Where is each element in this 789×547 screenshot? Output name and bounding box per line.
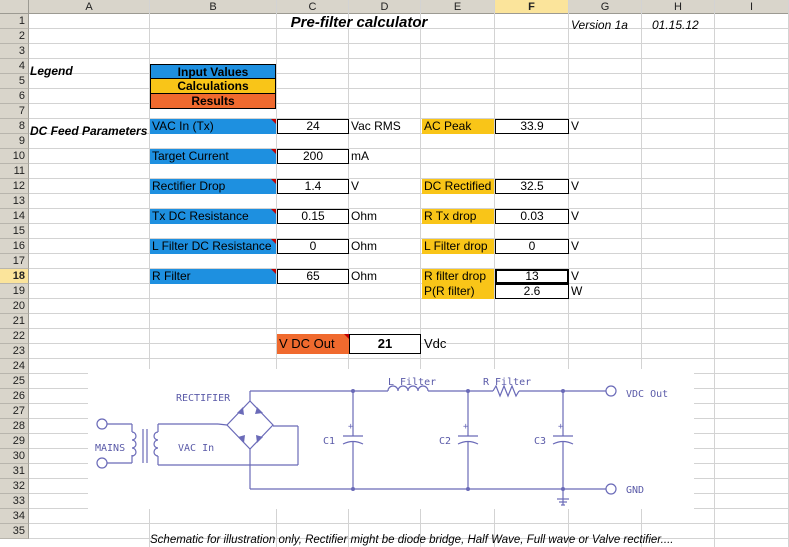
row-header-11[interactable]: 11	[0, 164, 29, 179]
row-header-17[interactable]: 17	[0, 254, 29, 269]
footnote[interactable]: Schematic for illustration only, Rectifier might be diode bridge, Half Wave, Full wave or Valve rectifier....	[150, 534, 674, 546]
column-header-i[interactable]: I	[715, 0, 789, 14]
gridline	[29, 358, 789, 359]
dc-feed-section-label[interactable]: DC Feed Parameters	[30, 124, 148, 138]
row-header-31[interactable]: 31	[0, 464, 29, 479]
row-header-10[interactable]: 10	[0, 149, 29, 164]
input-label[interactable]	[150, 149, 276, 164]
input-unit[interactable]: V	[351, 179, 360, 193]
row-header-24[interactable]: 24	[0, 359, 29, 374]
date-text[interactable]: 01.15.12	[652, 18, 699, 32]
comment-indicator-icon	[271, 239, 276, 244]
column-header-f[interactable]: F	[495, 0, 569, 14]
input-label[interactable]	[150, 179, 276, 194]
column-header-g[interactable]: G	[569, 0, 642, 14]
svg-text:+: +	[558, 422, 564, 432]
gridline	[29, 523, 789, 524]
input-value[interactable]: 0.15	[277, 209, 349, 224]
calc-unit[interactable]: V	[571, 179, 580, 193]
column-header-h[interactable]: H	[642, 0, 715, 14]
result-value[interactable]: 21	[349, 334, 421, 354]
select-all-corner[interactable]	[0, 0, 29, 14]
row-header-21[interactable]: 21	[0, 314, 29, 329]
calc-value[interactable]: 32.5	[495, 179, 569, 194]
legend-label[interactable]: Legend	[30, 64, 73, 78]
gridline	[29, 313, 789, 314]
calc-unit[interactable]: V	[571, 239, 580, 253]
input-unit[interactable]: mA	[351, 149, 369, 163]
svg-text:+: +	[348, 422, 354, 432]
row-header-32[interactable]: 32	[0, 479, 29, 494]
row-header-2[interactable]: 2	[0, 29, 29, 44]
label-l-filter: L Filter	[388, 377, 437, 388]
label-mains: MAINS	[95, 443, 126, 454]
calc-label[interactable]: R filter drop	[422, 269, 494, 284]
sheet-title[interactable]: Pre-filter calculator	[290, 14, 428, 31]
input-value[interactable]: 200	[277, 149, 349, 164]
input-label[interactable]	[150, 209, 276, 224]
calc-unit[interactable]: V	[571, 119, 580, 133]
calc-unit[interactable]: W	[571, 284, 583, 298]
row-header-4[interactable]: 4	[0, 59, 29, 74]
row-header-20[interactable]: 20	[0, 299, 29, 314]
schematic-drawing	[88, 369, 694, 509]
label-vac-in: VAC In	[178, 443, 215, 454]
comment-indicator-icon	[271, 269, 276, 274]
label-c2: C2	[439, 436, 452, 447]
row-header-28[interactable]: 28	[0, 419, 29, 434]
comment-indicator-icon	[271, 209, 276, 214]
column-header-d[interactable]: D	[349, 0, 421, 14]
input-label[interactable]	[150, 239, 276, 254]
label-vdc-out: VDC Out	[626, 389, 669, 400]
column-header-a[interactable]: A	[29, 0, 150, 14]
row-header-19[interactable]: 19	[0, 284, 29, 299]
label-r-filter: R Filter	[483, 377, 532, 388]
gridline	[29, 43, 789, 44]
comment-indicator-icon	[271, 179, 276, 184]
row-header-25[interactable]: 25	[0, 374, 29, 389]
calc-label[interactable]: P(R filter)	[422, 284, 494, 299]
row-header-26[interactable]: 26	[0, 389, 29, 404]
calc-value[interactable]: 2.6	[495, 284, 569, 299]
svg-text:+: +	[463, 422, 469, 432]
row-header-29[interactable]: 29	[0, 434, 29, 449]
row-header-12[interactable]: 12	[0, 179, 29, 194]
row-header-34[interactable]: 34	[0, 509, 29, 524]
version-text[interactable]: Version 1a	[571, 18, 628, 32]
input-value[interactable]: 1.4	[277, 179, 349, 194]
gridline	[29, 88, 789, 89]
input-unit[interactable]: Ohm	[351, 239, 378, 253]
input-label-text: VAC In (Tx)	[152, 119, 214, 133]
row-header-23[interactable]: 23	[0, 344, 29, 359]
input-unit[interactable]: Ohm	[351, 209, 378, 223]
input-label[interactable]	[150, 119, 276, 134]
calc-unit[interactable]: V	[571, 269, 580, 283]
row-header-33[interactable]: 33	[0, 494, 29, 509]
row-header-30[interactable]: 30	[0, 449, 29, 464]
result-label-text: V DC Out	[279, 336, 335, 351]
calc-value[interactable]: 33.9	[495, 119, 569, 134]
calc-value[interactable]: 0	[495, 239, 569, 254]
label-rectifier: RECTIFIER	[176, 393, 231, 404]
input-label[interactable]	[150, 269, 276, 284]
label-c3: C3	[534, 436, 547, 447]
input-label-text: Target Current	[152, 149, 229, 163]
row-header-9[interactable]: 9	[0, 134, 29, 149]
input-value[interactable]: 24	[277, 119, 349, 134]
input-value[interactable]: 65	[277, 269, 349, 284]
comment-indicator-icon	[271, 119, 276, 124]
legend-input-values[interactable]: Input Values	[150, 64, 276, 79]
calc-label[interactable]: L Filter drop	[422, 239, 494, 254]
input-label-text: Tx DC Resistance	[152, 209, 249, 223]
input-label-text: R Filter	[152, 269, 191, 283]
row-header-6[interactable]: 6	[0, 89, 29, 104]
row-header-22[interactable]: 22	[0, 329, 29, 344]
gridline	[29, 298, 789, 299]
label-gnd: GND	[626, 485, 645, 496]
row-header-5[interactable]: 5	[0, 74, 29, 89]
label-c1: C1	[323, 436, 336, 447]
legend-results[interactable]: Results	[150, 94, 276, 109]
row-header-16[interactable]: 16	[0, 239, 29, 254]
legend-calculations[interactable]: Calculations	[150, 79, 276, 94]
column-header-b[interactable]: B	[150, 0, 277, 14]
calc-label[interactable]: R Tx drop	[422, 209, 494, 224]
input-unit[interactable]: Ohm	[351, 269, 378, 283]
row-header-1[interactable]: 1	[0, 14, 29, 29]
calc-label[interactable]: AC Peak	[422, 119, 494, 134]
input-unit[interactable]: Vac RMS	[351, 119, 401, 133]
comment-indicator-icon	[271, 149, 276, 154]
calc-unit[interactable]: V	[571, 209, 580, 223]
calc-label[interactable]: DC Rectified	[422, 179, 494, 194]
row-header-35[interactable]: 35	[0, 524, 29, 539]
gridline	[29, 58, 789, 59]
row-header-8[interactable]: 8	[0, 119, 29, 134]
row-header-3[interactable]: 3	[0, 44, 29, 59]
column-header-e[interactable]: E	[421, 0, 495, 14]
gridline	[29, 103, 789, 104]
row-header-7[interactable]: 7	[0, 104, 29, 119]
schematic-image	[88, 369, 694, 509]
input-label-text: L Filter DC Resistance	[152, 239, 272, 253]
row-header-14[interactable]: 14	[0, 209, 29, 224]
input-value[interactable]: 0	[277, 239, 349, 254]
result-unit[interactable]: Vdc	[424, 336, 447, 351]
gridline	[29, 328, 789, 329]
column-header-c[interactable]: C	[277, 0, 349, 14]
gridline	[714, 0, 715, 547]
calc-value[interactable]: 0.03	[495, 209, 569, 224]
result-label[interactable]	[277, 334, 349, 354]
input-label-text: Rectifier Drop	[152, 179, 226, 193]
row-header-27[interactable]: 27	[0, 404, 29, 419]
row-header-18[interactable]: 18	[0, 269, 29, 284]
row-header-15[interactable]: 15	[0, 224, 29, 239]
active-cell[interactable]: 13	[495, 269, 569, 284]
row-header-13[interactable]: 13	[0, 194, 29, 209]
